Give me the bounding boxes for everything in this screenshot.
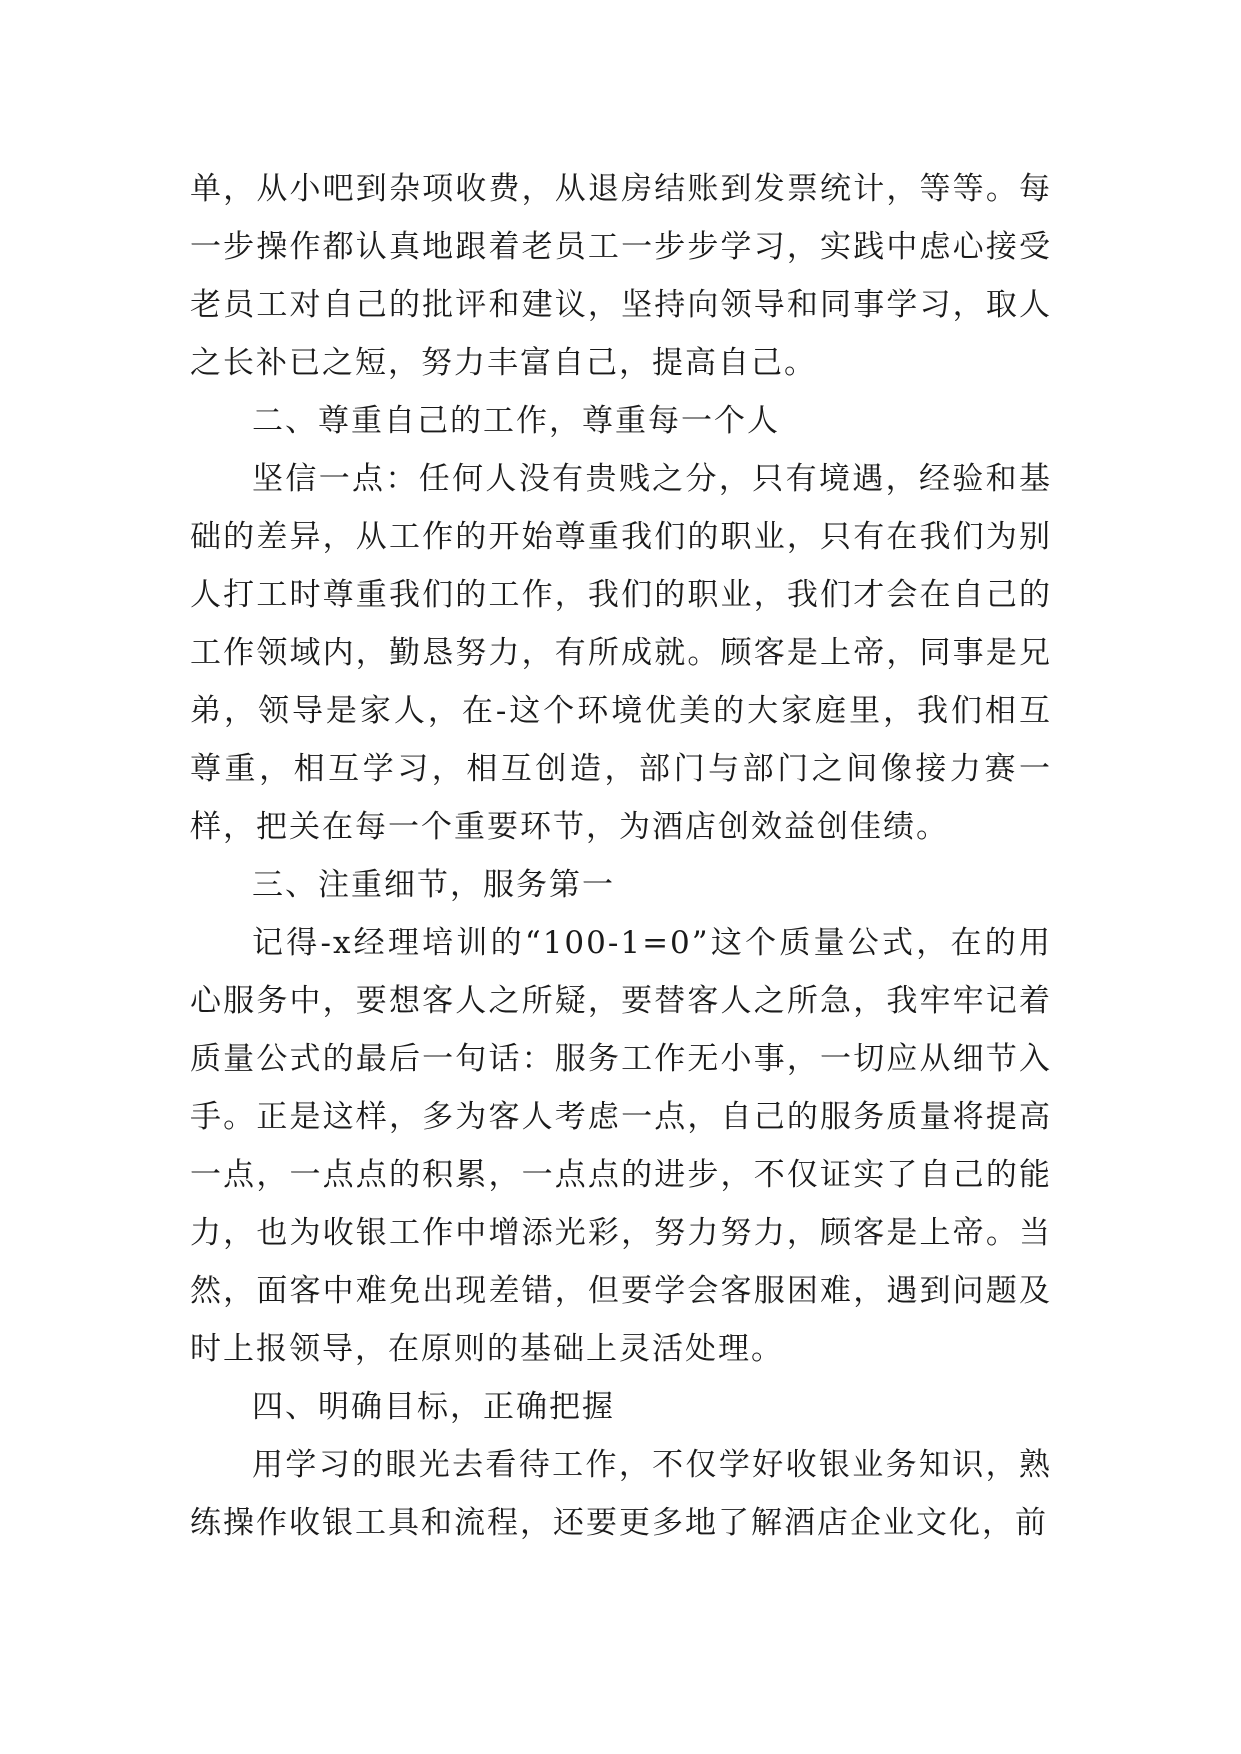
paragraph-continued: 单，从小吧到杂项收费，从退房结账到发票统计，等等。每一步操作都认真地跟着老员工一步步学习，实践中虑心接受老员工对自己的批评和建议，坚持向领导和同事学习，取人之长补已之短，努力丰富自己，提高自己。 [190, 171, 1052, 381]
document-body [190, 160, 1052, 1552]
section-heading-4: 四、明确目标，正确把握 [252, 1389, 615, 1425]
paragraph-goals: 用学习的眼光去看待工作，不仅学好收银业务知识，熟练操作收银工具和流程，还要更多地了解酒店企业文化，前 [190, 1447, 1052, 1541]
section-heading-3: 三、注重细节，服务第一 [252, 867, 615, 903]
section-heading-2: 二、尊重自己的工作，尊重每一个人 [252, 403, 780, 439]
paragraph-respect: 坚信一点：任何人没有贵贱之分，只有境遇，经验和基础的差异，从工作的开始尊重我们的职业，只有在我们为别人打工时尊重我们的工作，我们的职业，我们才会在自己的工作领域内，勤恳努力，有所成就。顾客是上帝，同事是兄弟，领导是家人，在-这个环境优美的大家庭里，我们相互尊重，相互学习，相互创造，部门与部门之间像接力赛一样，把关在每一个重要环节，为酒店创效益创佳绩。 [190, 461, 1052, 845]
paragraph-details: 记得-x经理培训的“100-1=0”这个质量公式，在的用心服务中，要想客人之所疑，要替客人之所急，我牢牢记着质量公式的最后一句话：服务工作无小事，一切应从细节入手。正是这样，多为客人考虑一点，自己的服务质量将提高一点，一点点的积累，一点点的进步，不仅证实了自己的能力，也为收银工作中增添光彩，努力努力，顾客是上帝。当然，面客中难免出现差错，但要学会客服困难，遇到问题及时上报领导，在原则的基础上灵活处理。 [190, 925, 1052, 1367]
